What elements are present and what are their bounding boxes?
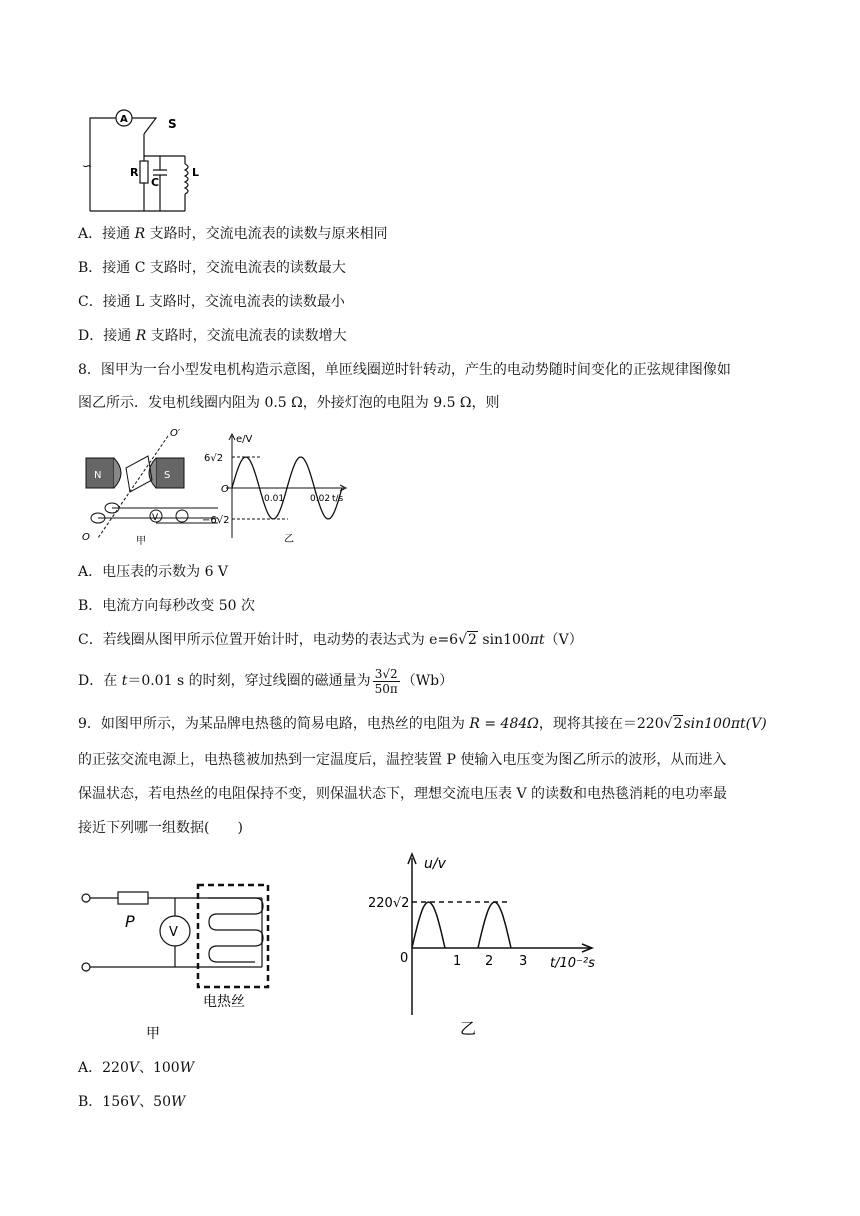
q8-option-b: B．电流方向每秒改变 50 次 [78,598,256,614]
graph-umax-label: 220√2 [368,896,410,911]
blanket-circuit-figure [80,852,290,1042]
graph-x2-label: 0.02 [310,494,331,504]
resistor-label: R [130,166,139,179]
q7-option-c: C．接通 L 支路时，交流电流表的读数最小 [78,294,345,310]
q9-option-a: A．220V、100W [78,1060,195,1076]
figure-caption-yi-q9: 乙 [460,1019,477,1038]
graph-y-axis-label: e/V [236,434,253,445]
axis-o-top-label: O′ [170,428,181,439]
q9-stem-line3: 保温状态，若电热丝的电阻保持不变，则保温状态下，理想交流电压表 V 的读数和电热毯消耗的电功率最 [78,786,728,802]
q7-option-a: A．接通 R 支路时，交流电流表的读数与原来相同 [78,226,388,242]
graph-t-axis-label: t/10⁻²s [550,956,595,971]
q8-stem-line1: 8．图甲为一台小型发电机构造示意图，单匝线圈逆时针转动，产生的电动势随时间变化的正弦规律图像如 [78,362,731,378]
q8-option-d: D．在 t＝0.01 s 的时刻，穿过线圈的磁通量为 $\frac{3√2}{50\pi}$ （Wb） [78,666,454,696]
q9-stem-line2: 的正弦交流电源上，电热毯被加热到一定温度后，温控装置 P 使输入电压变为图乙所示的波形，从而进入 [78,752,727,768]
figure-caption-jia: 甲 [136,536,146,547]
graph-tick-3: 3 [519,954,528,969]
voltmeter-v-label: V [169,925,178,940]
graph-x1-label: 0.01 [264,494,285,504]
heating-wire-label: 电热丝 [203,994,245,1010]
graph-origin-label: O [221,484,229,495]
ammeter-label: A [120,114,128,125]
inductor-label: L [192,166,200,179]
voltmeter-label: V [152,513,159,523]
q8-option-c: C．若线圈从图甲所示位置开始计时，电动势的表达式为 e=6√2 sin100πt（V） [78,632,583,648]
graph-tick-2: 2 [485,954,494,969]
figure-caption-yi: 乙 [284,534,294,545]
graph-u-axis-label: u/v [424,856,446,872]
thermostat-p-label: P [125,912,135,931]
figure-caption-jia-q9: 甲 [146,1026,160,1042]
graph-origin-label-q9: 0 [400,951,409,966]
q9-stem-line1: 9．如图甲所示，为某品牌电热毯的简易电路，电热丝的电阻为 R = 484Ω，现将其接在＝220√2sin100πt(V) [78,716,767,732]
circuit-figure-q7 [80,106,220,216]
magnet-s-label: S [164,470,171,481]
magnet-n-label: N [94,470,102,481]
q8-stem-line2: 图乙所示．发电机线圈内阻为 0.5 Ω，外接灯泡的电阻为 9.5 Ω，则 [78,395,500,411]
graph-tick-1: 1 [453,954,462,969]
q8-option-a: A．电压表的示数为 6 V [78,564,229,580]
switch-label: S [168,117,177,131]
axis-o-bottom-label: O [82,532,90,543]
q7-option-b: B．接通 C 支路时，交流电流表的读数最大 [78,260,346,276]
emf-graph [202,430,352,545]
flux-fraction: $\frac{3√2}{50\pi}$ [374,666,398,696]
generator-figure [78,428,198,548]
capacitor-label: C [151,176,160,189]
q9-stem-line4: 接近下列哪一组数据( ) [78,820,243,836]
source-symbol: ∽ [82,159,93,173]
q7-option-d: D．接通 R 支路时，交流电流表的读数增大 [78,328,347,344]
voltage-waveform-graph [360,850,600,1040]
q9-option-b: B．156V、50W [78,1094,186,1110]
graph-ymax-label: 6√2 [204,453,224,464]
graph-ymin-label: −6√2 [202,515,230,526]
graph-x-axis-label: t/s [332,494,344,504]
